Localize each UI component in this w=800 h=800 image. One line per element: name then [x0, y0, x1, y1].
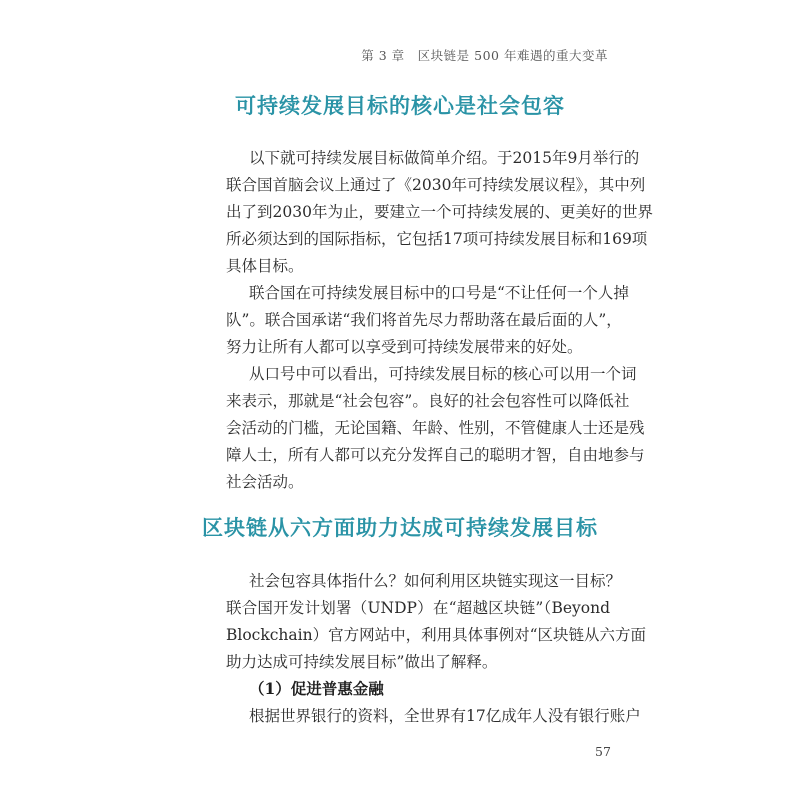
paragraph-line: 联合国首脑会议上通过了《2030年可持续发展议程》，其中列: [226, 176, 646, 194]
paragraph-line: 社会活动。: [226, 473, 304, 491]
paragraph-line: 会活动的门槛，无论国籍、年龄、性别，不管健康人士还是残: [226, 419, 645, 437]
paragraph-line: 社会包容具体指什么？如何利用区块链实现这一目标？: [249, 572, 622, 590]
section-heading-inclusion: 可持续发展目标的核心是社会包容: [235, 93, 565, 118]
section-heading-blockchain: 区块链从六方面助力达成可持续发展目标: [202, 515, 598, 540]
subheading-financial-inclusion: （1）促进普惠金融: [249, 679, 384, 698]
paragraph-line: 联合国开发计划署（UNDP）在“超越区块链”（Beyond: [226, 599, 610, 617]
page-number: 57: [595, 744, 611, 759]
paragraph-line: 助力达成可持续发展目标”做出了解释。: [226, 653, 498, 671]
paragraph-line: 以下就可持续发展目标做简单介绍。于2015年9月举行的: [249, 149, 640, 167]
paragraph-line: 障人士，所有人都可以充分发挥自己的聪明才智，自由地参与: [226, 446, 645, 464]
paragraph-line: 来表示，那就是“社会包容”。良好的社会包容性可以降低社: [226, 392, 630, 410]
paragraph-line: 队”。联合国承诺“我们将首先尽力帮助落在最后面的人”，: [226, 311, 622, 329]
paragraph-line: 所必须达到的国际指标，它包括17项可持续发展目标和169项: [226, 230, 648, 248]
paragraph-line: 努力让所有人都可以享受到可持续发展带来的好处。: [226, 338, 583, 356]
paragraph-line: 具体目标。: [226, 257, 304, 275]
running-header: 第 3 章 区块链是 500 年难遇的重大变革: [361, 48, 608, 63]
paragraph-line: 出了到2030年为止，要建立一个可持续发展的、更美好的世界: [226, 203, 653, 221]
paragraph-line: Blockchain）官方网站中，利用具体事例对“区块链从六方面: [226, 626, 647, 644]
paragraph-line: 从口号中可以看出，可持续发展目标的核心可以用一个词: [249, 365, 637, 383]
paragraph-line: 根据世界银行的资料，全世界有17亿成年人没有银行账户: [249, 707, 641, 725]
paragraph-line: 联合国在可持续发展目标中的口号是“不让任何一个人掉: [249, 284, 629, 302]
